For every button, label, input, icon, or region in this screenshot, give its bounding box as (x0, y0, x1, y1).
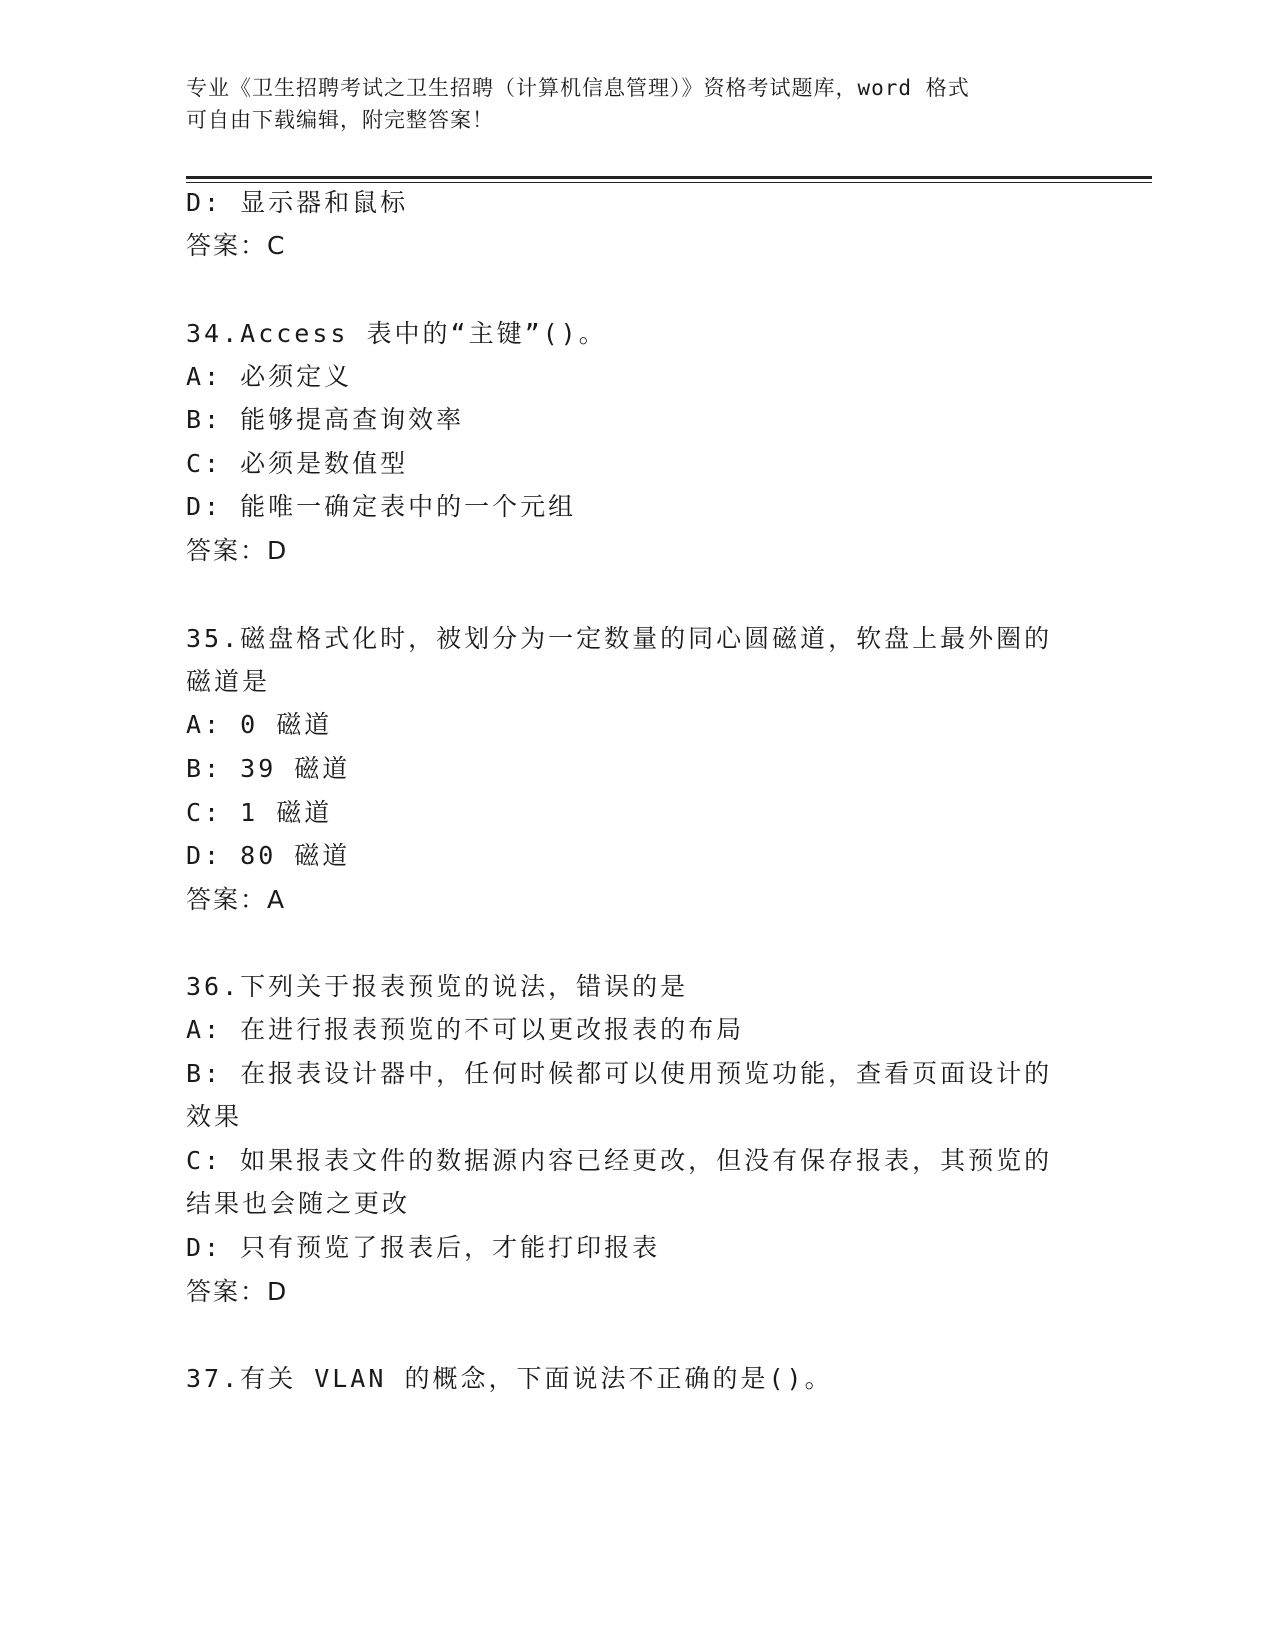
header-line-1: 专业《卫生招聘考试之卫生招聘（计算机信息管理）》资格考试题库，word 格式 (186, 76, 970, 100)
q34-option-b: B: 能够提高查询效率 (186, 405, 465, 434)
header-line-2: 可自由下载编辑，附完整答案！ (186, 108, 494, 132)
q35-stem-line-2: 磁道是 (186, 667, 271, 696)
q36-option-c-line-1: C: 如果报表文件的数据源内容已经更改，但没有保存报表，其预览的 (186, 1146, 1053, 1175)
prev-option-d: D: 显示器和鼠标 (186, 188, 409, 217)
q34-option-c: C: 必须是数值型 (186, 449, 409, 478)
q35-option-c: C: 1 磁道 (186, 798, 333, 827)
q34-option-a: A: 必须定义 (186, 362, 353, 391)
q36-option-b-line-2: 效果 (186, 1102, 243, 1131)
q34-stem: 34.Access 表中的“主键”()。 (186, 319, 607, 348)
q34-option-d: D: 能唯一确定表中的一个元组 (186, 492, 577, 521)
q35-option-d: D: 80 磁道 (186, 841, 351, 870)
q36-option-b-line-1: B: 在报表设计器中，任何时候都可以使用预览功能，查看页面设计的 (186, 1059, 1053, 1088)
q37-stem: 37.有关 VLAN 的概念，下面说法不正确的是()。 (186, 1364, 833, 1393)
q35-option-a: A: 0 磁道 (186, 710, 333, 739)
q36-option-c-line-2: 结果也会随之更改 (186, 1189, 411, 1218)
q36-option-a: A: 在进行报表预览的不可以更改报表的布局 (186, 1015, 745, 1044)
q35-stem-line-1: 35.磁盘格式化时，被划分为一定数量的同心圆磁道，软盘上最外圈的 (186, 624, 1053, 653)
q36-answer: 答案：D (186, 1277, 289, 1306)
q34-answer: 答案：D (186, 536, 289, 565)
q35-answer: 答案：A (186, 885, 287, 914)
q36-option-d: D: 只有预览了报表后，才能打印报表 (186, 1233, 661, 1262)
q35-option-b: B: 39 磁道 (186, 754, 351, 783)
prev-answer: 答案：C (186, 231, 287, 260)
header-divider-thin (186, 182, 1152, 183)
header-divider-thick (186, 176, 1152, 179)
document-header (186, 72, 1066, 136)
q36-stem: 36.下列关于报表预览的说法，错误的是 (186, 972, 689, 1001)
